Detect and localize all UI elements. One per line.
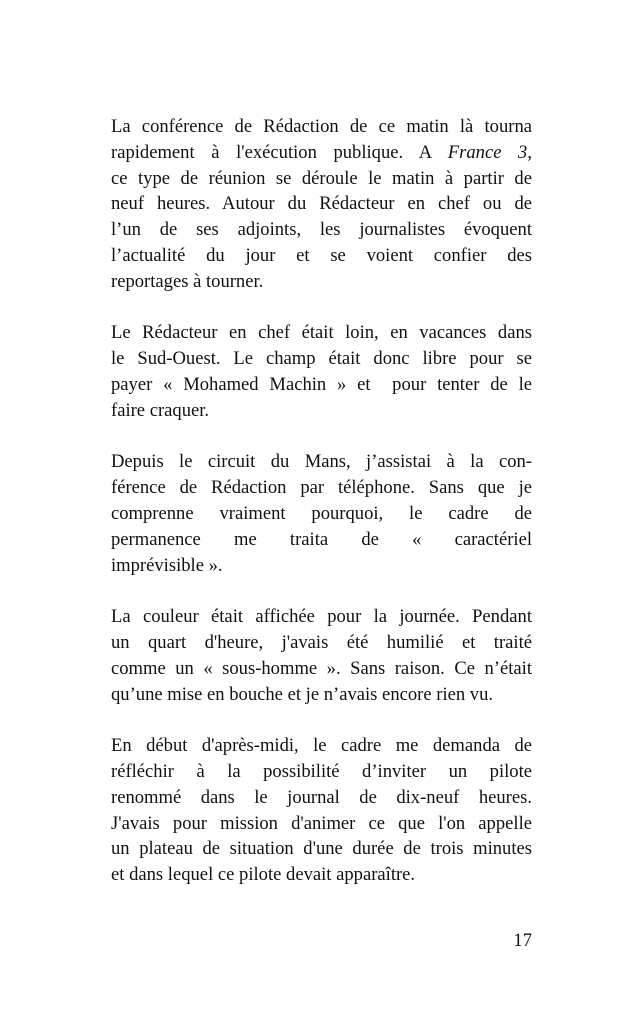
text-segment: férence de Rédaction par téléphone. Sans que je [111,477,532,499]
text-segment: l’actualité du jour et se voient confier des [111,244,532,266]
text-line [111,630,532,656]
text-line [111,836,532,862]
text-line [111,140,532,166]
text-segment: En début d'après-midi, le cadre me demanda de [111,735,532,757]
text-line [111,243,532,269]
text-line [111,604,532,630]
paragraph [111,320,532,423]
text-segment: et dans lequel ce pilote devait apparaître. [111,864,416,886]
text-segment: payer « Mohamed Machin » et pour tenter de le [111,373,532,395]
text-line [111,682,532,708]
text-line [111,759,532,785]
paragraph [111,114,532,295]
text-segment: faire craquer. [111,399,210,421]
text-segment: , [527,141,532,163]
text-segment: imprévisible ». [111,554,223,576]
text-line [111,811,532,837]
text-line [111,320,532,346]
text-segment: Le Rédacteur en chef était loin, en vacances dans [111,322,532,344]
page-number: 17 [513,930,532,951]
text-segment: reportages à tourner. [111,270,264,292]
body-text [111,114,532,888]
text-segment: Depuis le circuit du Mans, j’assistai à la con- [111,451,532,473]
text-segment: J'avais pour mission d'animer ce que l'on appelle [111,812,532,834]
text-line [111,656,532,682]
text-line [111,449,532,475]
text-segment: permanence me traita de « caractériel [111,528,532,550]
text-segment: neuf heures. Autour du Rédacteur en chef ou de [111,193,532,215]
text-line [111,269,532,295]
text-segment: qu’une mise en bouche et je n’avais encore rien vu. [111,683,494,705]
text-line [111,217,532,243]
text-segment: ce type de réunion se déroule le matin à partir de [111,167,532,189]
text-segment: La couleur était affichée pour la journée. Pendant [111,606,532,628]
text-line [111,191,532,217]
text-line [111,346,532,372]
text-line [111,114,532,140]
text-segment: comprenne vraiment pourquoi, le cadre de [111,502,532,524]
text-segment: rapidement à l'exécution publique. A [111,141,448,163]
text-line [111,475,532,501]
paragraph [111,449,532,578]
text-line [111,862,532,888]
paragraph [111,604,532,707]
text-segment: comme un « sous-homme ». Sans raison. Ce n’était [111,657,532,679]
text-segment: un quart d'heure, j'avais été humilié et traité [111,631,532,653]
text-line [111,398,532,424]
text-line [111,553,532,579]
text-line [111,501,532,527]
text-line [111,733,532,759]
text-segment: le Sud-Ouest. Le champ était donc libre pour se [111,348,532,370]
text-line [111,527,532,553]
text-line [111,166,532,192]
paragraph [111,733,532,888]
text-segment: renommé dans le journal de dix-neuf heures. [111,786,532,808]
text-segment: réfléchir à la possibilité d’inviter un pilote [111,760,532,782]
text-segment: un plateau de situation d'une durée de trois minutes [111,838,532,860]
italic-text: France 3 [447,141,528,163]
text-line [111,372,532,398]
text-line [111,785,532,811]
text-segment: La conférence de Rédaction de ce matin là tourna [111,116,532,137]
text-segment: l’un de ses adjoints, les journalistes évoquent [111,219,532,241]
